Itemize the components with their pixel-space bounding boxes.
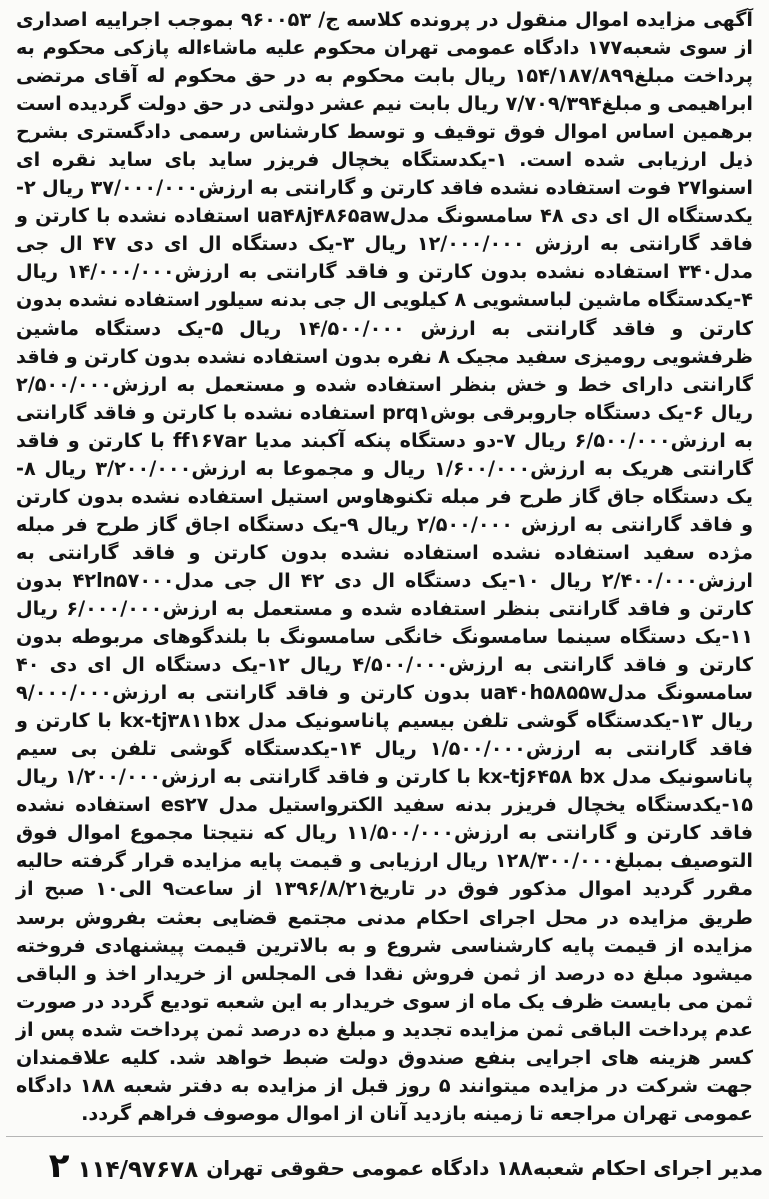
auction-notice xyxy=(10,4,759,1195)
ad-reference-code xyxy=(48,1146,199,1186)
notice-body xyxy=(16,6,753,1128)
footer-divider xyxy=(6,1136,763,1137)
notice-footer xyxy=(6,1147,763,1189)
ad-code-number: ۱۱۴/۹۷۶۷۸ xyxy=(77,1157,199,1183)
signature-line: مدیر اجرای احکام شعبه۱۸۸ دادگاه عمومی حقوقی تهران xyxy=(206,1156,763,1180)
notice-intro: آگهی مزایده اموال منقول در پرونده کلاسه ج/ ۹۶۰۰۵۳ بموجب اجراییه اصداری از سوی شعبه۱۷۷ دادگاه عمومی تهران محکوم علیه ماشاءاله پازکی محکوم به پرداخت مبلغ۱۵۴/۱۸۷/۸۹۹ ریال بابت محکوم به در حق محکوم له آقای مرتضی ابراهیمی و مبلغ۷/۷۰۹/۳۹۴ ریال بابت نیم عشر دولتی در حق دولت گردیده است برهمین اساس اموال فوق توقیف و توسط کارشناس رسمی دادگستری بشرح ذیل ارزیابی شده است. xyxy=(16,8,753,172)
notice-details: ۱-یکدستگاه یخچال فریزر ساید بای ساید نقره ای اسنوا۲۷ فوت استفاده نشده فاقد کارتن و گارانتی به ارزش۳۷/۰۰۰/۰۰۰ ریال ۲-یکدستگاه ال ای دی ۴۸ سامسونگ مدلua۴۸j۴۸۶۵aw استفاده نشده با کارتن و فاقد گارانتی به ارزش ۱۲/۰۰۰/۰۰۰ ریال ۳-یک دستگاه ال ای دی ۴۷ ال جی مدل۳۴۰ استفاده نشده بدون کارتن و فاقد گارانتی به ارزش۱۴/۰۰۰/۰۰۰ ریال ۴-یکدستگاه ماشین لباسشویی ۸ کیلویی ال جی بدنه سیلور استفاده نشده بدون کارتن و فاقد گارانتی به ارزش ۱۴/۵۰۰/۰۰۰ ریال ۵-یک دستگاه ماشین ظرفشویی رومیزی سفید مجیک ۸ نفره بدون استفاده نشده بدون کارتن و فاقد گارانتی دارای خط و خش بنظر استفاده شده و مستعمل به ارزش۲/۵۰۰/۰۰۰ ریال ۶-یک دستگاه جاروبرقی بوشprq۱ استفاده نشده با کارتن و فاقد گارانتی به ارزش۶/۵۰۰/۰۰۰ ریال ۷-دو دستگاه پنکه آکبند مدیا ff۱۶۷ar با کارتن و فاقد گارانتی هریک به ارزش۱/۶۰۰/۰۰۰ ریال و مجموعا به ارزش۳/۲۰۰/۰۰۰ ریال ۸-یک دستگاه جاق گاز طرح فر مبله تکنوهاوس استیل استفاده نشده بدون کارتن و فاقد گارانتی به ارزش ۲/۵۰۰/۰۰۰ ریال ۹-یک دستگاه اجاق گاز طرح فر مبله مژده سفید استفاده نشده استفاده نشده بدون کارتن و فاقد گارانتی به ارزش۲/۴۰۰/۰۰۰ ریال ۱۰-یک دستگاه ال دی ۴۲ ال جی مدل۴۲ln۵۷۰۰۰ بدون کارتن و فاقد گارانتی بنظر استفاده شده و مستعمل به ارزش۶/۰۰۰/۰۰۰ ریال ۱۱-یک دستگاه سینما سامسونگ خانگی سامسونگ با بلندگوهای مربوطه بدون کارتن و فاقد گارانتی به ارزش۴/۵۰۰/۰۰۰ ریال ۱۲-یک دستگاه ال ای دی ۴۰ سامسونگ مدلua۴۰h۵۸۵۵w بدون کارتن و فاقد گارانتی به ارزش۹/۰۰۰/۰۰۰ ریال ۱۳-یکدستگاه گوشی تلفن بیسیم پاناسونیک مدل kx-tj۳۸۱۱bx با کارتن و فاقد گارانتی به ارزش۱/۵۰۰/۰۰۰ ریال ۱۴-یکدستگاه گوشی تلفن بی سیم پاناسونیک مدل kx-tj۶۴۵۸ bx با کارتن و فاقد گارانتی به ارزش۱/۲۰۰/۰۰۰ ریال ۱۵-یکدستگاه یخچال فریزر بدنه سفید الکترواستیل مدل es۲۷ استفاده نشده فاقد کارتن و گارانتی به ارزش۱۱/۵۰۰/۰۰۰ ریال که نتیجتا مجموع اموال فوق التوصیف بمبلغ۱۲۸/۳۰۰/۰۰۰ ریال ارزیابی و قیمت پایه مزایده قرار گرفته حالیه مقرر گردید اموال مذکور فوق در تاریخ۱۳۹۶/۸/۲۱ از ساعت۹ الی۱۰ صبح از طریق مزایده در محل اجرای احکام مدنی مجتمع قضایی بعثت بفروش برسد مزایده از قیمت پایه کارشناسی شروع و به بالاترین قیمت پیشنهادی فروخته میشود مبلغ ده درصد از ثمن فروش نقدا فی المجلس از خریدار اخذ و الباقی ثمن می بایست ظرف یک ماه از سوی خریدار به این شعبه تودیع گردد در صورت عدم پرداخت الباقی ثمن مزایده تجدید و مبلغ ده درصد ثمن پرداخت شده پس از کسر هزینه های اجرایی بنفع صندوق دولت ضبط خواهد شد. کلیه علاقمندان جهت شرکت در مزایده میتوانند ۵ روز قبل از مزایده به دفتر شعبه ۱۸۸ دادگاه عمومی تهران مراجعه تا زمینه بازدید آنان از اموال موصوف فراهم گردد. xyxy=(16,148,754,1125)
handwritten-mark: ۲ xyxy=(48,1146,70,1186)
